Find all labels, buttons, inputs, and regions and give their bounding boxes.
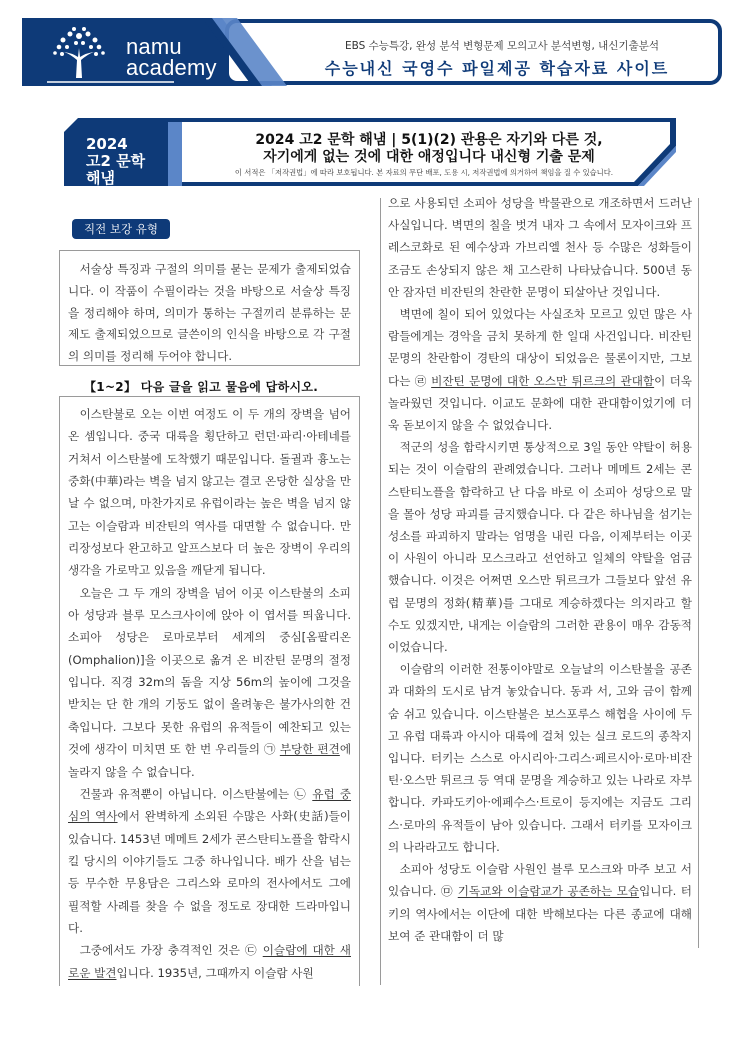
marker-rieul: ㉣ bbox=[414, 373, 432, 388]
passage-paragraph bbox=[388, 858, 692, 947]
document-title-line-1: 2024 고2 문학 해냄 | 5(1)(2) 관용은 자기와 다른 것, bbox=[255, 132, 603, 148]
passage-paragraph: 으로 사용되던 소피아 성당을 박물관으로 개조하면서 드러난 사실입니다. 벽면의 칠을 벗겨 내자 그 속에서 모자이크와 프레스코화로 된 예수상과 가브리엘 천사 등 수많은 성화들이 조금도 손상되지 않은 채 고스란히 나타났습니다. 500년 동안 잠자던 비잔틴의 찬란한 문명이 되살아난 것입니다. bbox=[388, 196, 692, 299]
marker-giyeok: ㉠ bbox=[263, 742, 280, 757]
passage-text: 벽면에 칠이 되어 있었다는 사실조차 모르고 있던 많은 사람들에게는 경악을 금치 못하게 한 일대 사건입니다. 비잔틴 문명의 찬란함이 경탄의 대상이 되었음은 물론이지만, 그보다는 bbox=[388, 307, 692, 388]
logo-wordmark bbox=[126, 36, 217, 78]
underlined-phrase-e: 기독교와 이슬람교가 공존하는 모습 bbox=[457, 884, 640, 899]
summary-box bbox=[59, 250, 360, 366]
title-band bbox=[64, 118, 676, 186]
passage-text: 소피아 성당도 이슬람 사원인 블루 모스크와 마주 보고 서 있습니다. bbox=[388, 862, 692, 899]
banner-main-title: 수능내신 국영수 파일제공 학습자료 사이트 bbox=[324, 59, 670, 78]
passage-text: 입니다. 터키의 역사에서는 이단에 대한 박해보다는 다른 종교에 대해 보여 준 관대함이 더 많 bbox=[388, 884, 693, 943]
passage-text: 에 놀라지 않을 수 없습니다. bbox=[68, 742, 352, 779]
site-banner bbox=[22, 18, 722, 86]
underlined-phrase-d: 비잔틴 문명에 대한 오스만 튀르크의 관대함 bbox=[431, 373, 655, 388]
document-title bbox=[194, 132, 664, 166]
passage-text: 그중에서도 가장 충격적인 것은 bbox=[79, 943, 245, 958]
logo-line-1: namu bbox=[126, 34, 182, 59]
passage-text: 건물과 유적뿐이 아닙니다. 이스탄불에는 bbox=[79, 786, 295, 801]
passage-text: 오늘은 그 두 개의 장벽을 넘어 이곳 이스탄불의 소피아 성당과 블루 모스크사이에 앉아 이 엽서를 띄웁니다. 소피아 성당은 로마로부터 세계의 중심[옴팔리온(Omphalion)]을 이곳으로 옮겨 온 비잔틴 문명의 절정입니다. 직경 32m의 돔을 지상 56m의 높이에 그것을 받치는 단 한 개의 기둥도 없이 올려놓은 불가사의한 건축입니다. 그보다 못한 유럽의 유적들이 예찬되고 있는 것에 생각이 미치면 또 한 번 우리들의 bbox=[68, 585, 351, 757]
passage-paragraph bbox=[68, 582, 351, 783]
passage-text: 에서 완벽하게 소외된 수많은 사화(史話)들이 있습니다. 1453년 메메트 2세가 콘스탄티노플을 함락시킬 당시의 이야기들도 그중 하나입니다. 배가 산을 넘는 등 무수한 무용담은 그리스와 로마의 전사에서도 그에 필적할 사례를 찾을 수 없을 정도로 장대한 드라마입니다. bbox=[68, 809, 352, 935]
tree-logo-icon bbox=[48, 22, 110, 82]
passage-paragraph bbox=[68, 939, 351, 984]
right-border bbox=[698, 198, 699, 948]
marker-digeut: ㉢ bbox=[244, 943, 263, 958]
banner-subtitle: EBS 수능특강, 완성 분석 변형문제 모의고사 분석변형, 내신기출분석 bbox=[344, 40, 660, 52]
column-divider bbox=[380, 198, 381, 985]
passage-paragraph bbox=[388, 303, 692, 436]
title-tag bbox=[86, 136, 145, 187]
passage-text: 입니다. 1935년, 그때까지 이슬람 사원 bbox=[116, 965, 314, 980]
passage-paragraph: 이슬람의 이러한 전통이야말로 오늘날의 이스탄불을 공존과 대화의 도시로 남겨 놓았습니다. 동과 서, 고와 금이 함께 숨 쉬고 있습니다. 이스탄불은 보스포루스 해협을 사이에 두고 유럽 대륙과 아시아 대륙에 걸쳐 있는 실크 로드의 종착지입니다. 터키는 스스로 아시리아·그리스·페르시아·로마·비잔틴·오스만 튀르크 등 역대 문명을 계승하고 있는 나라로 자부합니다. 카파도키아·에페수스·트로이 등지에는 지금도 그리스·로마의 유적들이 남아 있습니다. 그래서 터키를 모자이크의 나라라고도 합니다. bbox=[388, 662, 692, 854]
logo-line-2: academy bbox=[126, 55, 217, 80]
summary-text: 서술상 특징과 구절의 의미를 묻는 문제가 출제되었습니다. 이 작품이 수필이라는 것을 바탕으로 서술상 특징을 정리해야 하며, 의미가 통하는 구절끼리 분류하는 문제도 출제되었으므로 글쓴이의 인식을 바탕으로 각 구절의 의미를 정리해 두어야 합니다. bbox=[68, 262, 351, 364]
passage-paragraph: 이스탄불로 오는 이번 여정도 이 두 개의 장벽을 넘어온 셈입니다. 중국 대륙을 횡단하고 런던·파리·아테네를 거쳐서 이스탄불에 도착했기 때문입니다. 돌궐과 흉노는 중화(中華)라는 벽을 넘지 않고는 결코 온당한 실상을 만날 수 없으며, 마찬가지로 유럽이라는 높은 벽을 넘지 않고는 이슬람과 비잔틴의 역사를 대면할 수 없습니다. 만리장성보다 완고하고 알프스보다 더 높은 장벽이 우리의 생각을 가로막고 있음을 깨닫게 됩니다. bbox=[68, 407, 351, 578]
copyright-note: 이 서적은 「저작권법」에 따라 보호됩니다. 본 자료의 무단 배포, 도용 시, 저작권법에 의거하여 책임을 질 수 있습니다. bbox=[234, 168, 614, 177]
underlined-phrase-c: 이슬람에 대한 새로운 발견 bbox=[68, 943, 351, 980]
title-tag-year: 2024 bbox=[86, 135, 128, 153]
document-title-line-2: 자기에게 없는 것에 대한 애정입니다 내신형 기출 문제 bbox=[263, 149, 595, 165]
passage-paragraph: 적군의 성을 함락시키면 통상적으로 3일 동안 약탈이 허용되는 것이 이슬람의 관례였습니다. 그러나 메메트 2세는 콘스탄티노플을 함락하고 난 다음 바로 이 소피아 성당으로 말을 몰아 성당 파괴를 금지했습니다. 다 같은 하나님을 섬기는 성소를 파괴하지 말라는 엄명을 내린 다음, 이제부터는 이곳이 사원이 아니라 모스크라고 선언하고 일체의 약탈을 엄금했습니다. 이것은 어쩌면 오스만 튀르크가 그들보다 앞선 유럽 문명의 정화(精華)를 그대로 계승하겠다는 의지라고 할 수도 있겠지만, 내게는 이슬람의 그러한 관용이 매우 감동적이었습니다. bbox=[388, 440, 692, 655]
title-tag-publisher: 해냄 bbox=[86, 169, 115, 187]
underlined-phrase-a: 부당한 편견 bbox=[279, 742, 340, 757]
passage-right bbox=[388, 192, 692, 947]
title-tag-grade: 고2 문학 bbox=[86, 152, 146, 170]
underlined-phrase-b: 유럽 중심의 역사 bbox=[68, 786, 351, 824]
question-header: 【1~2】 다음 글을 읽고 물음에 답하시오. bbox=[84, 380, 319, 394]
passage-paragraph bbox=[68, 783, 351, 939]
passage-text: 이 더욱 놀라웠던 것입니다. 이교도 문화에 대한 관대함이었기에 더욱 돋보이지 않을 수 없었습니다. bbox=[388, 373, 692, 433]
section-pill: 직전 보강 유형 bbox=[72, 219, 170, 239]
passage-left bbox=[59, 396, 360, 986]
marker-nieun: ㉡ bbox=[294, 786, 313, 801]
marker-mieum: ㉤ bbox=[440, 884, 458, 899]
